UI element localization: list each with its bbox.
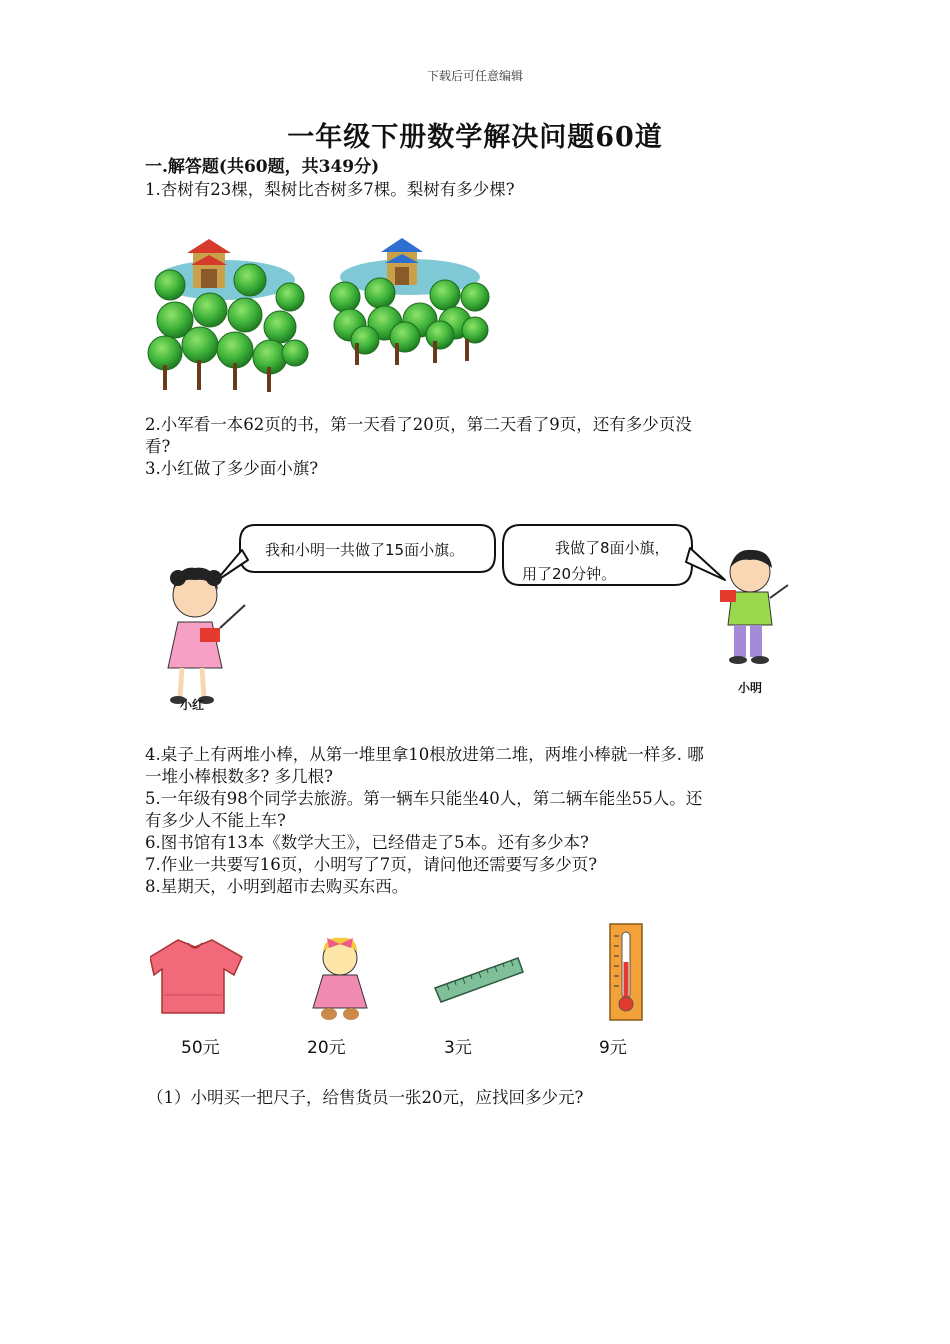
- ruler-icon: [433, 950, 525, 1005]
- flag-making-illustration: [160, 520, 800, 720]
- document-title: 一年级下册数学解决问题60道: [287, 122, 663, 153]
- question-4: [145, 744, 810, 788]
- ruler-price: 3元: [444, 1038, 472, 1058]
- question-2-line-2: 看?: [145, 437, 171, 456]
- question-7: 7.作业一共要写16页，小明写了7页，请问他还需要写多少页?: [145, 855, 598, 874]
- question-4-line-2: 一堆小棒根数多? 多几根?: [145, 767, 333, 786]
- girl-xiaohong-icon: [168, 568, 245, 704]
- question-2-line-1: 2.小军看一本62页的书，第一天看了20页，第二天看了9页，还有多少页没: [145, 415, 692, 434]
- girl-name-label: 小红: [180, 698, 205, 712]
- shirt-icon: [150, 935, 250, 1020]
- left-bubble-text: 我和小明一共做了15面小旗。: [265, 541, 465, 559]
- pear-grove-icon: [330, 238, 489, 365]
- question-4-line-1: 4.桌子上有两堆小棒，从第一堆里拿10根放进第二堆，两堆小棒就一样多. 哪: [145, 745, 704, 764]
- right-bubble-text-line-2: 用了20分钟。: [522, 565, 617, 583]
- apricot-grove-icon: [148, 239, 308, 392]
- section-heading: 一.解答题(共60题，共349分): [145, 157, 380, 177]
- right-bubble-text-line-1: 我做了8面小旗，: [555, 539, 670, 557]
- thermometer-icon: [606, 922, 646, 1022]
- sub-question-1: （1）小明买一把尺子，给售货员一张20元，应找回多少元?: [147, 1088, 584, 1107]
- thermometer-price: 9元: [599, 1038, 627, 1058]
- tree-groves-illustration: [145, 235, 505, 400]
- doll-icon: [305, 930, 375, 1022]
- question-1: 1.杏树有23棵，梨树比杏树多7棵。梨树有多少棵?: [145, 180, 515, 199]
- question-5-line-1: 5.一年级有98个同学去旅游。第一辆车只能坐40人，第二辆车能坐55人。还: [145, 789, 703, 808]
- question-5: [145, 788, 810, 832]
- doll-price: 20元: [307, 1038, 346, 1058]
- question-3: 3.小红做了多少面小旗?: [145, 459, 319, 478]
- question-8: 8.星期天，小明到超市去购买东西。: [145, 877, 409, 896]
- header-note: 下载后可任意编辑: [426, 69, 523, 83]
- boy-name-label: 小明: [738, 681, 763, 695]
- question-6: 6.图书馆有13本《数学大王》，已经借走了5本。还有多少本?: [145, 833, 589, 852]
- question-5-line-2: 有多少人不能上车?: [145, 811, 286, 830]
- boy-xiaoming-icon: [720, 550, 788, 664]
- question-2: [145, 414, 810, 458]
- shirt-price: 50元: [181, 1038, 220, 1058]
